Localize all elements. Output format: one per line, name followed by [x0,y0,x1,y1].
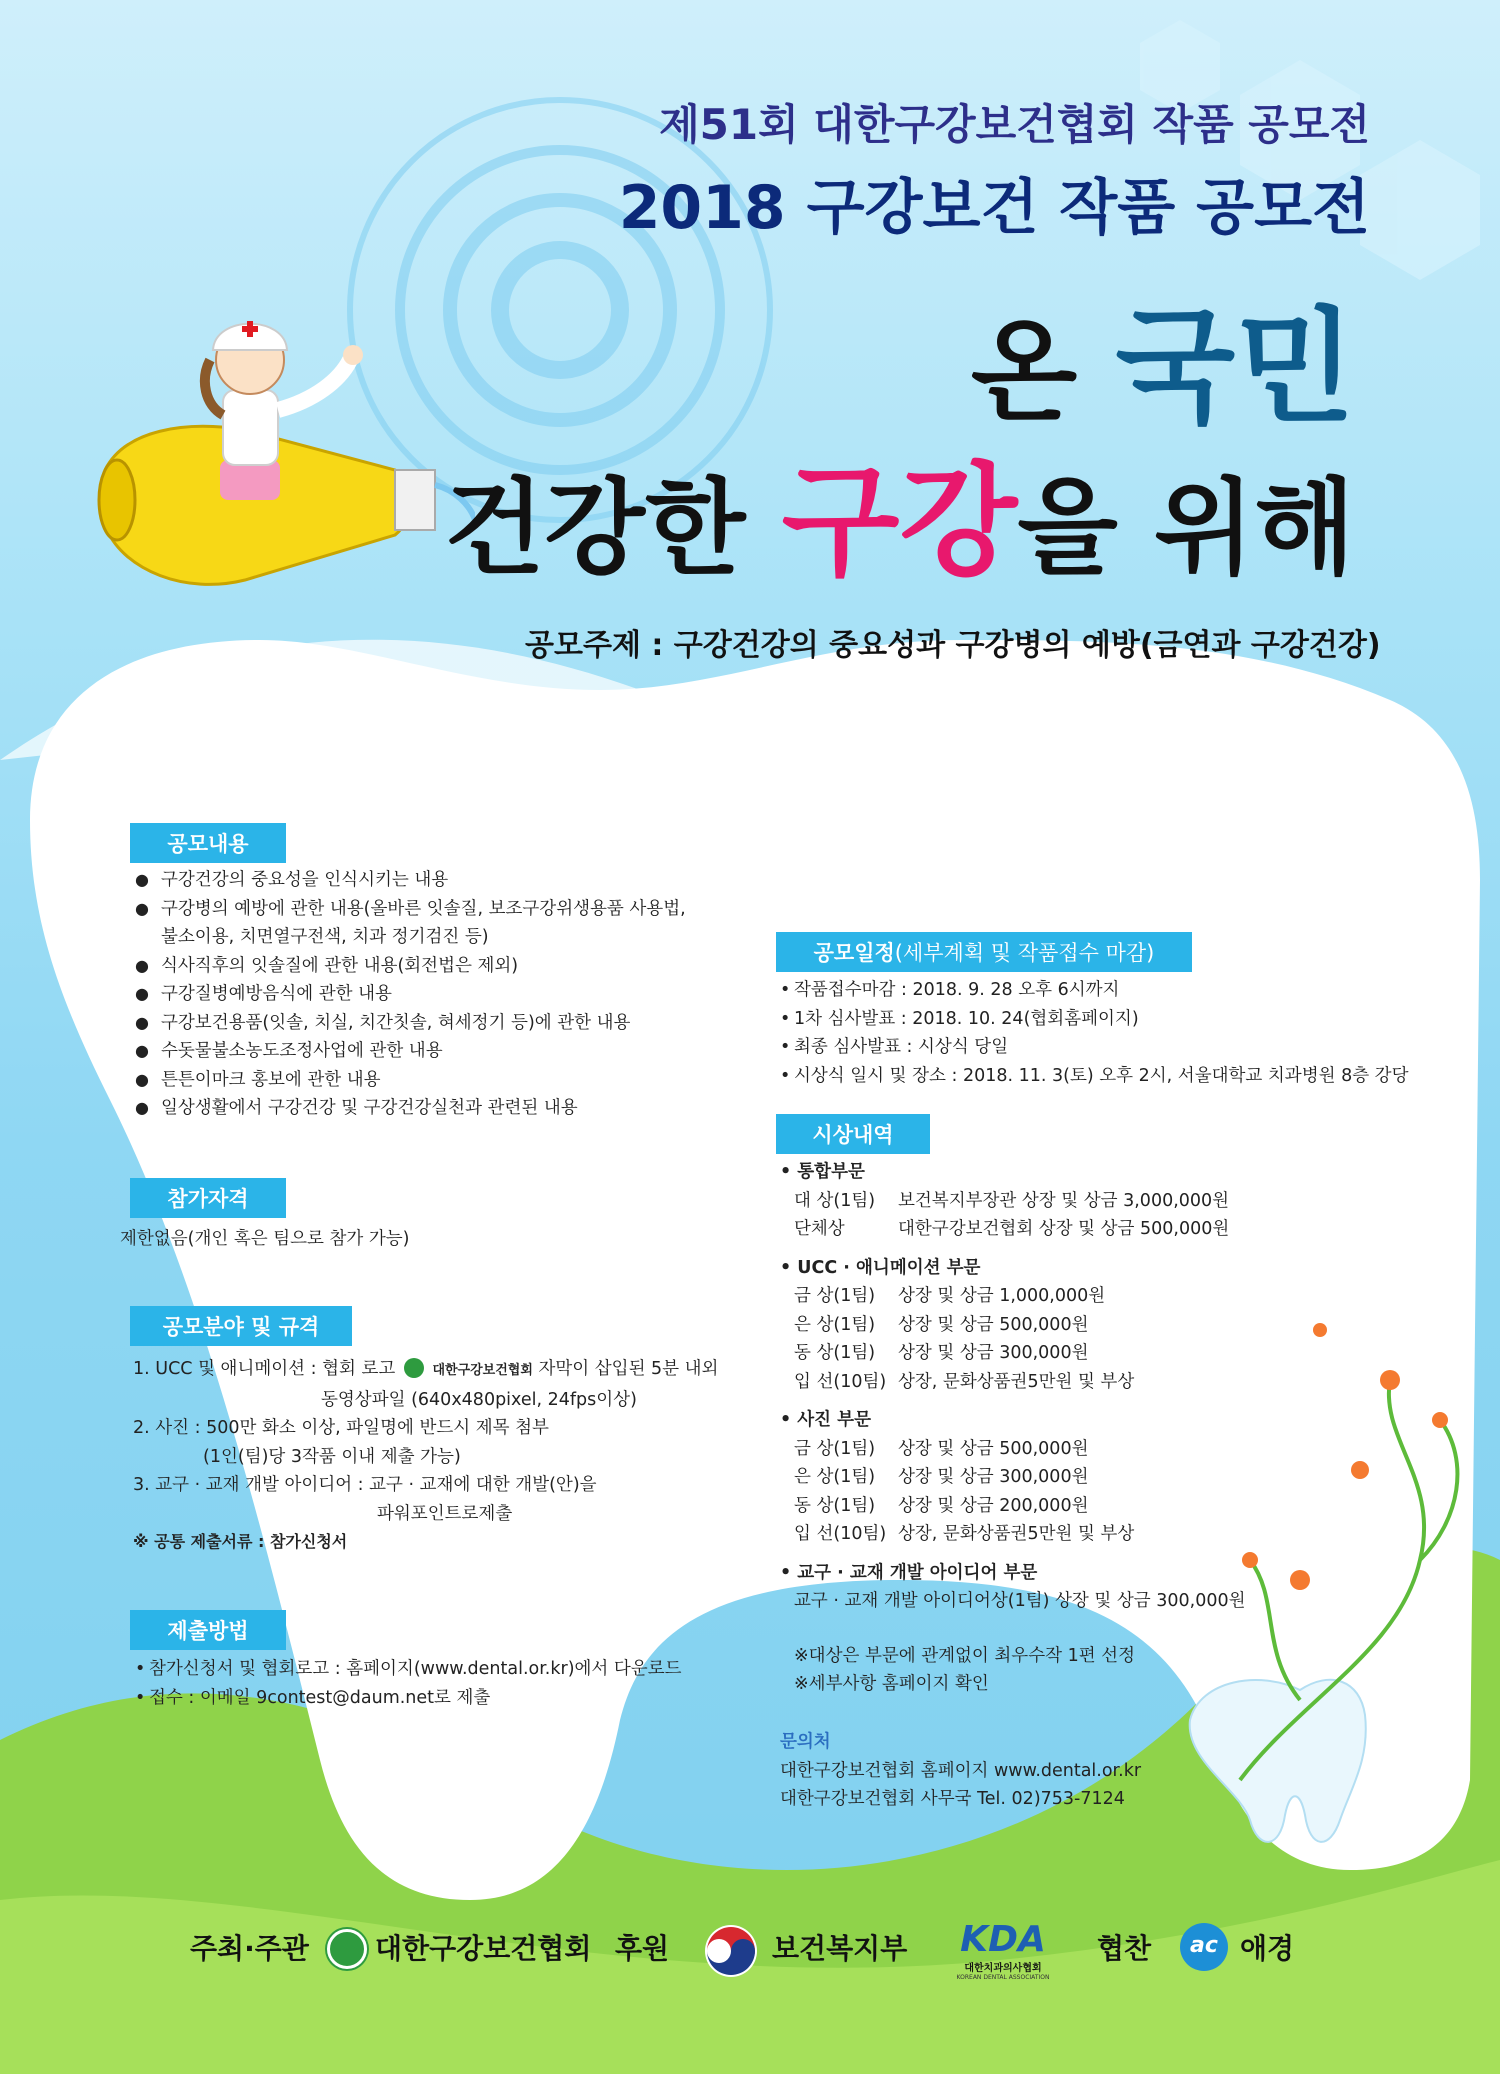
list-item: ● 일상생활에서 구강건강 및 구강건강실천과 관련된 내용 [135,1094,725,1123]
field-line-3b: 파워포인트로제출 [377,1503,513,1524]
list-item: • 접수 : 이메일 9contest@daum.net로 제출 [135,1684,755,1713]
field-line-3: 3. 교구 · 교재 개발 아이디어 : 교구 · 교재에 대한 개발(안)을 [133,1475,597,1495]
kda-logo [948,1921,1058,1981]
list-item: ● 구강질병예방음식에 관한 내용 [135,980,725,1009]
award-row [780,1311,1340,1340]
sponsor-label: 후원 [615,1932,670,1965]
schedule-label-main: 공모일정 [813,941,895,965]
award-group-head: • 사진 부문 [780,1410,871,1430]
awards-block [780,1158,1340,1699]
section-label-fields: 공모분야 및 규격 [130,1306,352,1346]
award-prize: 대한구강보건협회 상장 및 상금 500,000원 [898,1219,1230,1239]
award-group-head: • 통합부문 [780,1162,865,1182]
award-prize: 상장 및 상금 500,000원 [898,1438,1089,1459]
award-group-head: • UCC · 애니메이션 부문 [780,1257,981,1278]
award-prize: 상장 및 상금 300,000원 [898,1343,1089,1363]
list-item: • 참가신청서 및 협회로고 : 홈페이지(www.dental.or.kr)에서 다운로드 [135,1655,755,1684]
list-item: ● 구강보건용품(잇솔, 치실, 치간칫솔, 혀세정기 등)에 관한 내용 [135,1009,725,1038]
section-label-content: 공모내용 [130,823,286,863]
section-label-submission: 제출방법 [130,1610,286,1650]
host-label: 주최·주관 [190,1932,309,1965]
award-rank: 은 상(1팀) [794,1314,876,1335]
ministry-name: 보건복지부 [772,1932,908,1965]
field-ucc-text-2: 자막이 삽입된 5분 내외 [538,1359,719,1379]
award-rank: 동 상(1팀) [794,1495,876,1516]
award-row [780,1435,1340,1464]
award-row [780,1187,1340,1216]
award-rank: 은 상(1팀) [794,1467,876,1487]
taegeuk-icon [703,1923,759,1979]
award-prize: 상장 및 상금 1,000,000원 [898,1286,1106,1306]
award-row [780,1492,1340,1521]
award-rank: 단체상 [794,1219,845,1239]
list-item: ● 구강병의 예방에 관한 내용(올바른 잇솔질, 보조구강위생용품 사용법, [135,895,725,924]
section-label-schedule [776,932,1192,972]
eligibility-text: 제한없음(개인 혹은 팀으로 참가 가능) [120,1229,410,1249]
hero-line-2-emphasis: 구강 [781,451,1018,593]
hero-line-2-suffix: 을 위해 [1017,467,1355,589]
field-ucc-text: 1. UCC 및 애니메이션 : 협회 로고 [133,1359,396,1379]
contact-title: 문의처 [780,1732,831,1752]
award-prize: 상장 및 상금 500,000원 [898,1314,1089,1335]
schedule-label-sub: (세부계획 및 작품접수 마감) [894,941,1155,965]
contact-homepage: 대한구강보건협회 홈페이지 www.dental.or.kr [780,1760,1142,1781]
section-label-awards: 시상내역 [776,1114,930,1154]
content-list [135,866,725,1123]
award-prize: 상장, 문화상품권5만원 및 부상 [898,1524,1135,1544]
award-rank: 입 선(10팀) [794,1371,887,1392]
list-item: ● 식사직후의 잇솔질에 관한 내용(회전법은 제외) [135,952,725,981]
award-row [780,1587,1340,1616]
field-line-1 [133,1355,753,1386]
list-item: ● 구강건강의 중요성을 인식시키는 내용 [135,866,725,895]
list-item: ● 튼튼이마크 홍보에 관한 내용 [135,1066,725,1095]
award-prize: 보건복지부장관 상장 및 상금 3,000,000원 [898,1190,1230,1211]
submission-list [135,1655,755,1712]
contest-subtitle: 제51회 대한구강보건협회 작품 공모전 [659,100,1370,149]
field-line-2: 2. 사진 : 500만 화소 이상, 파일명에 반드시 제목 첨부 [133,1418,549,1438]
award-prize: 상장 및 상금 300,000원 [898,1467,1089,1487]
award-rank: 동 상(1팀) [794,1343,876,1363]
aekyung-name: 애경 [1240,1932,1295,1965]
kda-name: 대한치과의사협회 [964,1963,1042,1974]
award-note: ※세부사항 홈페이지 확인 [794,1674,989,1694]
hero-line-1-emphasis: 국민 [1115,296,1355,440]
section-label-eligibility: 참가자격 [130,1178,286,1218]
aekyung-logo-icon: ac [1180,1923,1228,1971]
field-line-1c: 동영상파일 (640x480pixel, 24fps이상) [321,1389,637,1410]
hero-line-1-prefix: 온 [970,308,1116,436]
schedule-list [780,976,1420,1090]
award-row [780,1215,1340,1244]
award-note: ※대상은 부문에 관계없이 최우수작 1편 선정 [794,1645,1135,1666]
list-item: • 1차 심사발표 : 2018. 10. 24(협회홈페이지) [780,1005,1420,1034]
hero-line-2-prefix: 건강한 [444,467,782,589]
contact-block [780,1728,1200,1814]
award-prize: 교구 · 교재 개발 아이디어상(1팀) 상장 및 상금 300,000원 [794,1591,1246,1611]
fields-block [133,1355,753,1557]
award-rank: 대 상(1팀) [794,1190,876,1211]
award-row [780,1463,1340,1492]
award-rank: 입 선(10팀) [794,1524,887,1544]
award-row [780,1339,1340,1368]
kda-english: KOREAN DENTAL ASSOCIATION [956,1974,1050,1981]
award-prize: 상장, 문화상품권5만원 및 부상 [898,1371,1135,1392]
list-item: • 시상식 일시 및 장소 : 2018. 11. 3(토) 오후 2시, 서울대학교 치과병원 8층 강당 [780,1062,1420,1091]
contest-title: 2018 구강보건 작품 공모전 [618,173,1370,243]
kda-mark: KDA [960,1919,1046,1960]
list-item-continued: 불소이용, 치면열구전색, 치과 정기검진 등) [161,927,489,947]
award-row [780,1282,1340,1311]
award-prize: 상장 및 상금 200,000원 [898,1495,1089,1516]
association-logo-icon [327,1929,367,1969]
contest-theme: 공모주제 : 구강건강의 중요성과 구강병의 예방(금연과 구강건강) [525,628,1381,663]
association-logo-icon [404,1358,424,1378]
award-rank: 금 상(1팀) [794,1438,876,1459]
hero-line-2 [0,451,1355,593]
support-label: 협찬 [1097,1932,1152,1965]
hero-line-1 [0,296,1355,440]
list-item: • 최종 심사발표 : 시상식 당일 [780,1033,1420,1062]
list-item: ● 수돗물불소농도조정사업에 관한 내용 [135,1037,725,1066]
field-line-2b: (1인(팀)당 3작품 이내 제출 가능) [203,1446,461,1467]
footer-sponsors [0,1915,1500,1985]
contact-phone: 대한구강보건협회 사무국 Tel. 02)753-7124 [780,1789,1125,1809]
award-rank: 금 상(1팀) [794,1286,876,1306]
award-row [780,1520,1340,1549]
list-item: • 작품접수마감 : 2018. 9. 28 오후 6시까지 [780,976,1420,1005]
field-note: ※ 공통 제출서류 : 참가신청서 [133,1532,348,1551]
award-row [780,1368,1340,1397]
association-logo-text: 대한구강보건협회 [432,1363,533,1378]
award-group-head: • 교구 · 교재 개발 아이디어 부문 [780,1562,1038,1583]
host-name: 대한구강보건협회 [375,1932,592,1965]
